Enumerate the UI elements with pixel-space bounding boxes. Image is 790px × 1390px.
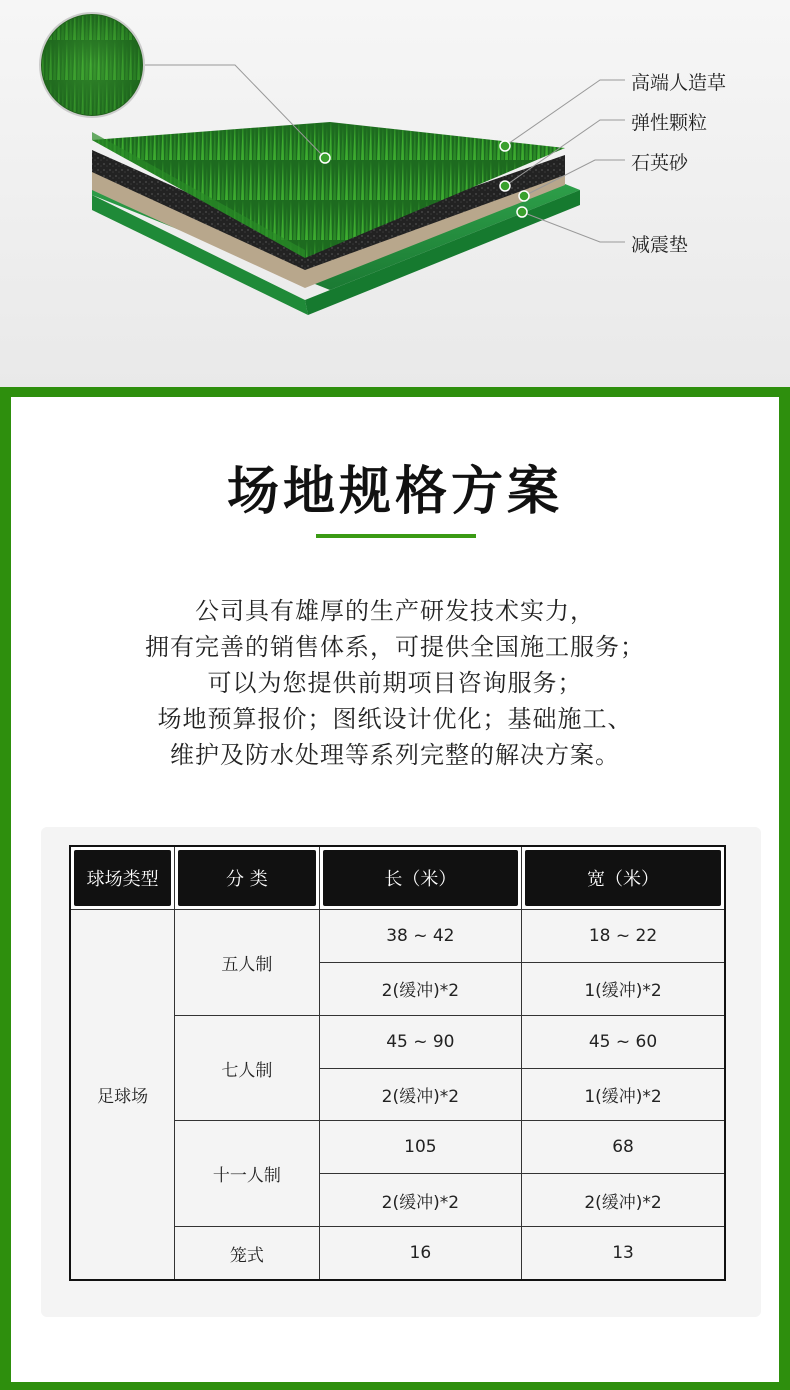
width-cell: 13 (522, 1227, 725, 1280)
header-field-type: 球场类型 (74, 850, 171, 906)
width-cell: 1(缓冲)*2 (522, 1068, 725, 1121)
turf-layers-graphic (0, 0, 790, 387)
intro-line: 可以为您提供前期项目咨询服务； (207, 669, 583, 697)
length-cell: 105 (319, 1121, 521, 1174)
label-quartz-sand: 石英砂 (631, 152, 689, 174)
length-cell: 16 (319, 1227, 521, 1280)
length-cell: 2(缓冲)*2 (319, 962, 521, 1015)
title-underline (316, 534, 476, 538)
category-cell: 十一人制 (175, 1121, 320, 1227)
section-title: 场地规格方案 (226, 462, 563, 522)
turf-illustration (0, 0, 790, 387)
content-panel (11, 397, 779, 1382)
intro-line: 场地预算报价；图纸设计优化；基础施工、 (157, 705, 633, 733)
header-category: 分 类 (178, 850, 316, 906)
length-cell: 45 ~ 90 (319, 1015, 521, 1068)
field-spec-table (69, 845, 726, 1281)
label-rubber-granules: 弹性颗粒 (631, 112, 708, 134)
table-header-row (70, 846, 725, 910)
field-type-cell: 足球场 (70, 910, 175, 1281)
label-shock-pad: 减震垫 (631, 234, 689, 256)
width-cell: 68 (522, 1121, 725, 1174)
length-cell: 2(缓冲)*2 (319, 1174, 521, 1227)
intro-paragraph (11, 593, 779, 773)
length-cell: 38 ~ 42 (319, 910, 521, 963)
width-cell: 18 ~ 22 (522, 910, 725, 963)
width-cell: 1(缓冲)*2 (522, 962, 725, 1015)
category-cell: 五人制 (175, 910, 320, 1016)
label-artificial-grass: 高端人造草 (631, 72, 727, 94)
table-row (70, 910, 725, 963)
intro-line: 拥有完善的销售体系，可提供全国施工服务； (145, 633, 645, 661)
header-width: 宽（米） (525, 850, 721, 906)
content-frame (0, 387, 790, 1390)
intro-line: 维护及防水处理等系列完整的解决方案。 (170, 741, 620, 769)
intro-line: 公司具有雄厚的生产研发技术实力， (195, 597, 595, 625)
width-cell: 2(缓冲)*2 (522, 1174, 725, 1227)
category-cell: 笼式 (175, 1227, 320, 1280)
width-cell: 45 ~ 60 (522, 1015, 725, 1068)
category-cell: 七人制 (175, 1015, 320, 1121)
header-length: 长（米） (323, 850, 518, 906)
length-cell: 2(缓冲)*2 (319, 1068, 521, 1121)
